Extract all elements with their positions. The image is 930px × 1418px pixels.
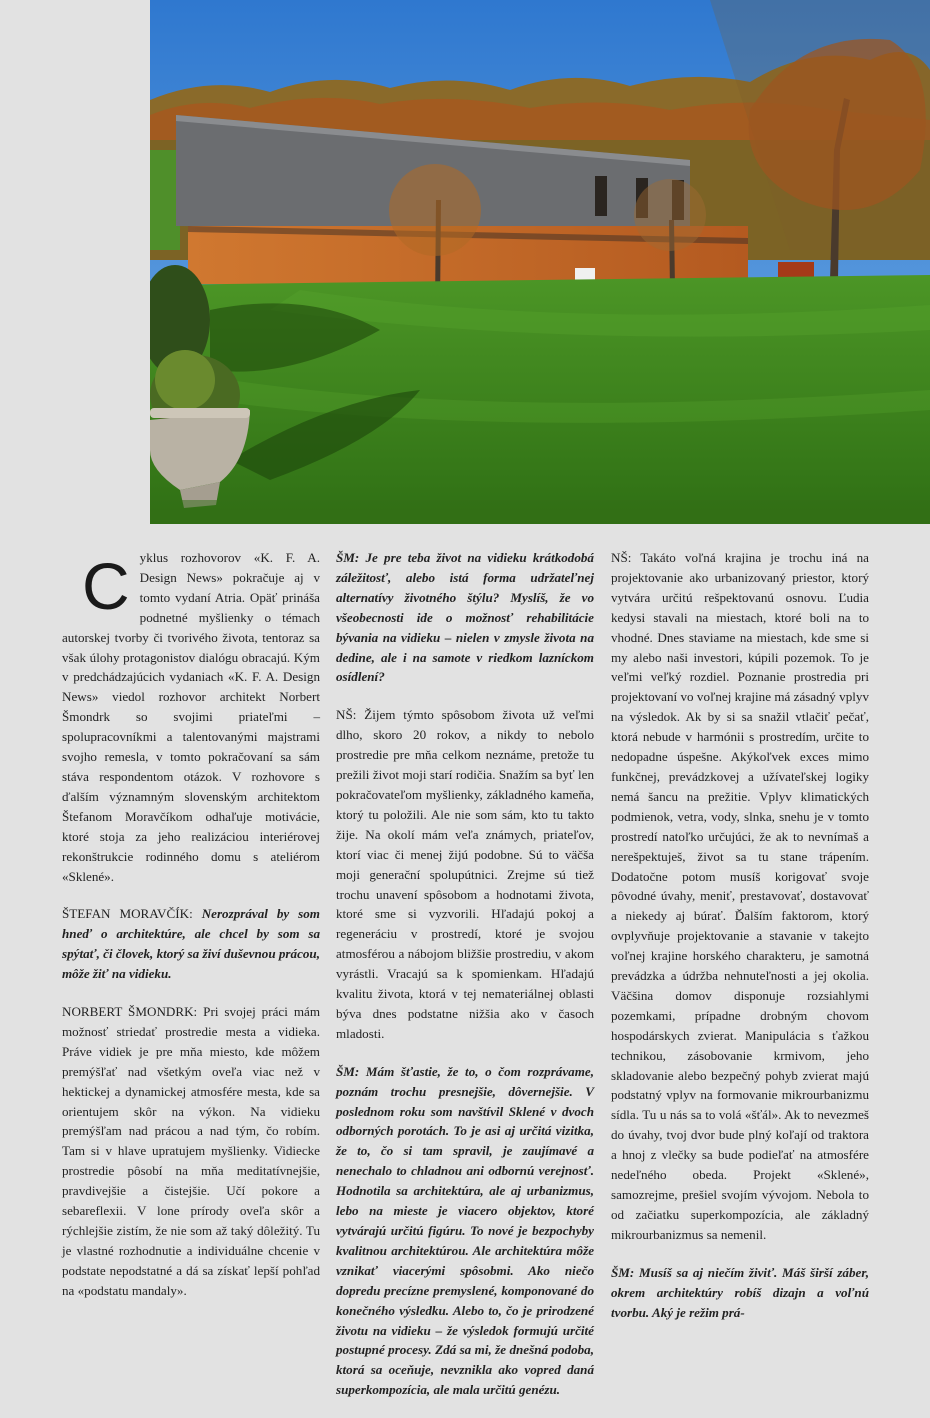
question-text: Musíš sa aj niečím živiť. Máš širší záber, okrem architektúry robíš dizajn a voľnú tvorbu. Aký je režim prá- xyxy=(611,1264,869,1320)
speaker-name: ŠM: xyxy=(336,550,360,565)
question-paragraph xyxy=(611,1263,869,1323)
question-paragraph xyxy=(336,1062,594,1400)
answer-paragraph xyxy=(336,705,594,1043)
intro-text: yklus rozhovorov «K. F. A. Design News» pokračuje aj v tomto vydaní Atria. Opäť prináša podnetné myšlienky o témach autorskej tvorby či tvorivého života, tentoraz sa však úlohy protagonistov dialógu obracajú. Kým v predchádzajúcich vydaniach «K. F. A. Design News» viedol rozhovor architekt Norbert Šmondrk so svojimi priateľmi – spolupracovníkmi a talentovanými majstrami svojho remesla, v tomto pokračovaní sa sám stáva respondentom otázok. V rozhovore s ďalším významným slovenským architektom Štefanom Moravčíkom odhaľuje motivácie, ktoré stoja za jeho realizáciou interiérovej rekonštrukcie rodinného domu s ateliérom «Sklené». xyxy=(62,550,320,884)
question-paragraph xyxy=(62,904,320,984)
question-text: Nerozprával by som hneď o architektúre, ale chcel by som sa spýtať, či človek, ktorý sa živí duševnou prácou, môže žiť na vidieku. xyxy=(62,906,320,982)
speaker-name: NORBERT ŠMONDRK: xyxy=(62,1004,198,1020)
speaker-name: ŠM: xyxy=(336,1063,360,1079)
speaker-name: NŠ: xyxy=(336,707,357,723)
intro-paragraph xyxy=(62,548,320,886)
answer-text: Pri svojej práci mám možnosť striedať prostredie mesta a vidieka. Práve vidiek je pre mňa miesto, kde môžem premýšľať nad všetkým oveľa viac než v hektickej a dynamickej atmosfére mesta, kde sa orientujem skôr na výkon. Na vidieku premýšľam nad prácou a nad tým, čo robím. Tam si v hlave upratujem myšlienky. Vidiecke prostredie pôsobí na mňa meditatívnejšie, pravdivejšie a čistejšie. Učí pokore a sebareflexii. V lone prírody oveľa skôr a rýchlejšie zistím, že nie som až taký dôležitý. Tu je vlastné rozhodnutie a individuálne chcenie v podstate nepodstatné a dá sa získať lepší pohľad na «podstatu mandaly». xyxy=(62,1004,320,1298)
question-paragraph xyxy=(336,548,594,687)
answer-paragraph xyxy=(611,548,869,1245)
photo-illustration xyxy=(150,0,930,524)
house-photograph xyxy=(150,0,930,524)
article-column-2 xyxy=(336,548,594,1418)
question-text: Je pre teba život na vidieku krátkodobá záležitosť, alebo istá forma udržateľnej alternatívy životného štýlu? Myslíš, že vo všeobecnosti ide o možnosť rehabilitácie bývania na vidieku – nielen v zmysle života na dedine, ale i na samote v riedkom lazníckom osídlení? xyxy=(336,550,594,685)
speaker-name: NŠ: xyxy=(611,550,632,565)
speaker-name: ŠTEFAN MORAVČÍK: xyxy=(62,906,193,922)
question-text: Mám šťastie, že to, o čom rozprávame, poznám trochu presnejšie, dôvernejšie. V poslednom roku som navštívil Sklené v dvoch odborných porotách. To je asi aj určitá vizitka, že to, čo si tam spravil, je zaujímavé a nenechalo to chladnou ani odbornú verejnosť. Hodnotila sa architektúra, ale aj urbanizmus, lebo na mieste je viacero objektov, ktoré vytvárajú určitú figúru. To nové je bezpochyby kvalitnou architektúrou. Ale architektúra môže vznikať viacerými spôsobmi. Ako niečo dopredu precízne premyslené, komponované do konečného výsledku. Alebo to, čo je prirodzené životu na vidieku – že výsledok formujú určité postupné procesy. Zdá sa mi, že dnešná podoba, ktorá sa oceňuje, nevznikla ako vopred daná superkompozícia, ale mala určitú genézu. xyxy=(336,1063,594,1398)
drop-cap: C xyxy=(82,549,130,623)
article-column-3 xyxy=(611,548,869,1340)
speaker-name: ŠM: xyxy=(611,1264,635,1280)
answer-paragraph xyxy=(62,1002,320,1301)
answer-text: Takáto voľná krajina je trochu iná na projektovanie ako urbanizovaný priestor, ktorý vytvára určitú rešpektovanú osnovu. Ľudia kedysi stavali na miestach, ktoré boli na to vhodné. Dnes staviame na miestach, kde sme si my alebo naši investori, kúpili pozemok. To je veľmi veľký rozdiel. Poznanie prostredia pri projektovaní vo voľnej krajine má zásadný vplyv na výsledok. Ak by si sa snažil vtlačiť pečať, ktorá nebude v harmónii s prostredím, určite to nedopadne úspešne. Akýkoľvek exces mimo funkčnej, prevádzkovej a užívateľskej logiky nemá šancu na prežitie. Vplyv klimatických podmienok, vetra, vody, slnka, snehu je v tomto prostredí natoľko určujúci, že ak to nevnímaš a nerešpektuješ, život sa tu stane trápením. Dodatočne potom musíš korigovať svoje pôvodné úvahy, meniť, prestavovať, dostavovať a niekedy aj búrať. Ďalším faktorom, ktorý ovplyvňuje projektovanie a stavanie v takejto voľnej krajine horského charakteru, je samotná prevádzka a údržba nehnuteľnosti a jej okolia. Väčšina domov disponuje rozsiahlymi pozemkami, prípadne drobným chovom hospodárskych zvierat. Manipulácia s ťažkou technikou, zásobovanie krmivom, jeho skladovanie alebo bezpečný pohyb zvierat majú podstatný vplyv na formovanie mikrourbanizmu sídla. Tu u nás sa to volá «šťál». Ak to nevezmeš do úvahy, tvoj dvor bude plný koľají od traktora a hnoj z vlečky sa bude podieľať na atmosfére nedeľného obeda. Projekt «Sklené», samozrejme, prešiel svojím vývojom. Nebola to od začiatku superkompozícia, ale základný mikrourbanizmus sa nemenil. xyxy=(611,550,869,1242)
answer-text: Žijem týmto spôsobom života už veľmi dlho, skoro 20 rokov, a nikdy to nebolo prostredie pre mňa celkom neznáme, pretože tu prežili život moji starí rodičia. Snažím sa byť len pokračovateľom myšlienky, základného kameňa, ktorý tu položili. Ale nie som sám, kto tu takto žije. Na okolí mám veľa známych, priateľov, ktorí viac či menej žijú podobne. Sú to väčša moji generační spolupútnici. Zrejme sú tiež trochu unavení spôsobom a hodnotami života, ktoré sme si vyzvorili. Hľadajú pokoj a regeneráciu v prostredí, ktoré je svojou atmosférou a nábojom bližšie prostrediu, v akom vyrástli. Vracajú sa k spomienkam. Hľadajú kvalitu života, ktorá v tej nemateriálnej oblasti býva dnes podstatne nižšia ako v časoch mladosti. xyxy=(336,707,594,1041)
article-column-1 xyxy=(62,548,320,1319)
